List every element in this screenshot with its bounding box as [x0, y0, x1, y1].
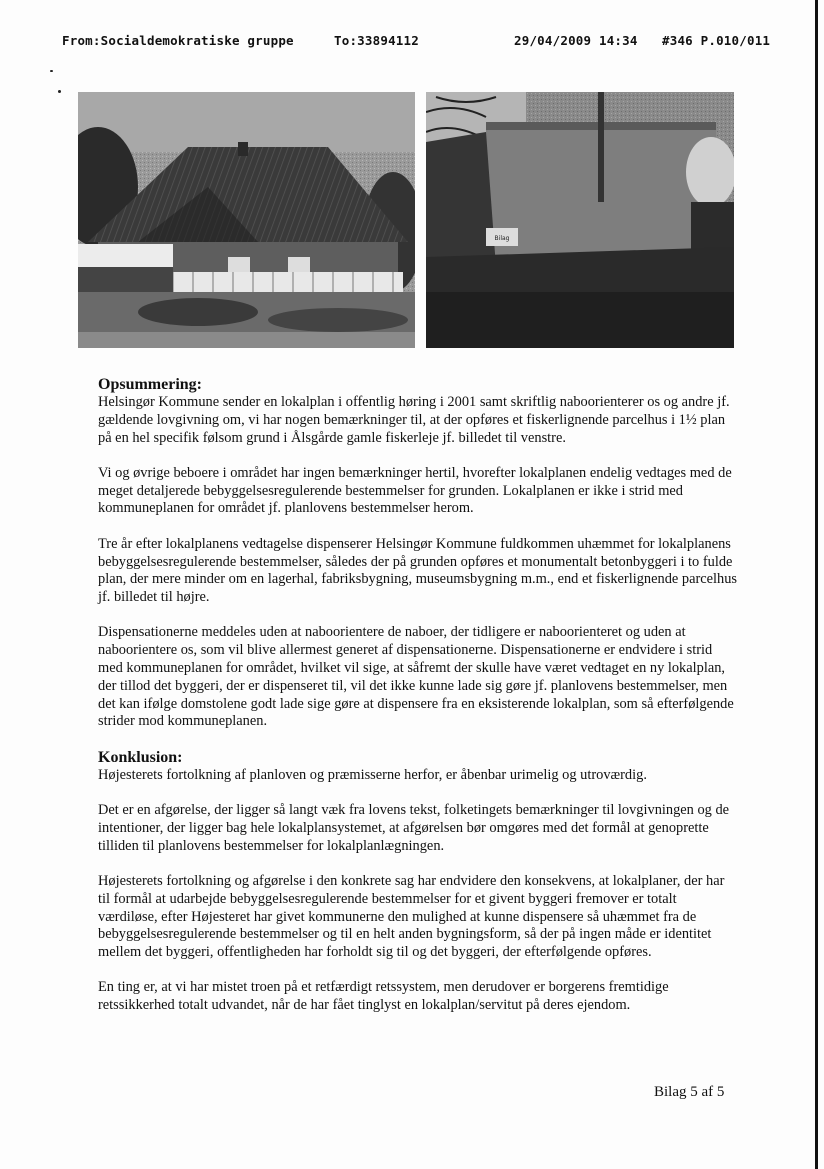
summary-paragraph-3: Tre år efter lokalplanens vedtagelse dispenserer Helsingør Kommune fuldkommen uhæmmet for lokalplanens bebyggelsesregulerende bestemmelser, således der på grunden opføres et monumentalt betonbyggeri i to fulde plan, der mere minder om en lagerhal, fabriksbygning, museumsbygning m.m., end et fiskerlignende parcelhus jf. billedet til højre.: [98, 535, 738, 606]
section-heading-conclusion: Konklusion:: [98, 748, 183, 766]
summary-paragraph-4: Dispensationerne meddeles uden at naboorientere de naboer, der tidligere er naboorienteret og uden at naboorientere os, som vil blive allermest generet af dispensationerne. Dispensationerne er endvidere i strid med kommuneplanen for området, hvilket vil sige, at såfremt der skulle have været vedtaget en ny lokalplan, der tillod det byggeri, der er dispenseret til, vil det ikke kunne lade sig gøre jf. planlovens bestemmelser, men det kan ifølge domstolene godt lade sige gøre at dispensere fra en eksisterende lokalplan, som så efterfølgende strider mod kommuneplanen.: [98, 624, 734, 730]
conclusion-paragraph-4: En ting er, at vi har mistet troen på et retfærdigt retssystem, men derudover er borgerens fremtidige retssikkerhed totalt udvandet, når de har fået tinglyst en lokalplan/servitut på deres ejendom.: [98, 979, 669, 1014]
photo-pair: [78, 92, 734, 348]
summary-paragraph-1: Helsingør Kommune sender en lokalplan i offentlig høring i 2001 samt skriftlig naboorienterer os og andre jf. gældende lovgivning om, vi har nogen bemærkninger til, at der opføres et fiskerlignende parcelhus i 1½ plan på en hel specifik følsom grund i Ålsgårde gamle fiskerleje jf. billedet til venstre.: [98, 394, 730, 446]
fax-datetime: 29/04/2009 14:34: [514, 33, 638, 48]
scan-speck: [58, 90, 61, 93]
fax-from: From:Socialdemokratiske gruppe: [62, 33, 294, 48]
section-heading-summary: Opsummering:: [98, 376, 202, 393]
photo-sign-text: Bilag: [494, 235, 510, 242]
scan-edge: [815, 0, 818, 1169]
photo-fisherman-house: [78, 92, 415, 348]
document-body: [98, 376, 738, 1033]
page-footer: Bilag 5 af 5: [654, 1084, 725, 1100]
fax-header: [62, 33, 772, 51]
building-photo-image: [426, 92, 734, 348]
summary-paragraph-2: Vi og øvrige beboere i området har ingen bemærkninger hertil, hvorefter lokalplanen endelig vedtages med de meget detaljerede bebyggelsesregulerende bestemmelser for grunden. Lokalplanen er ikke i strid med kommuneplanen for området jf. planlovens bestemmelser herom.: [98, 464, 732, 517]
scan-speck: [50, 70, 53, 72]
house-photo-image: [78, 92, 415, 348]
conclusion-paragraph-1: Højesterets fortolkning af planloven og præmisserne herfor, er åbenbar urimelig og utroværdig.: [98, 766, 647, 783]
conclusion-paragraph-2: Det er en afgørelse, der ligger så langt væk fra lovens tekst, folketingets bemærkninger til lovgivningen og de intentioner, der ligger bag hele lokalplansystemet, at afgørelsen bør omgøres med det formål at genoprette tilliden til planlovens bestemmelser for lokalplanlægningen.: [98, 802, 730, 854]
conclusion-paragraph-3: Højesterets fortolkning og afgørelse i den konkrete sag har endvidere den konsekvens, at lokalplaner, der har til formål at udarbejde bebyggelsesregulerende bestemmelser for et givent byggeri fremover er totalt værdiløse, efter Højesteret har givet kommunerne den mulighed at kunne dispensere så uhæmmet fra de bebyggelsesregulerende bestemmelser og til en helt anden bygningsform, så der på ingen måde er identitet mellem det byggeri, offentligheden har forholdt sig til og det byggeri, der efterfølgende opføres.: [98, 872, 725, 961]
fax-to: To:33894112: [334, 33, 419, 48]
fax-page-number: #346 P.010/011: [662, 33, 771, 48]
photo-concrete-building: [426, 92, 734, 348]
